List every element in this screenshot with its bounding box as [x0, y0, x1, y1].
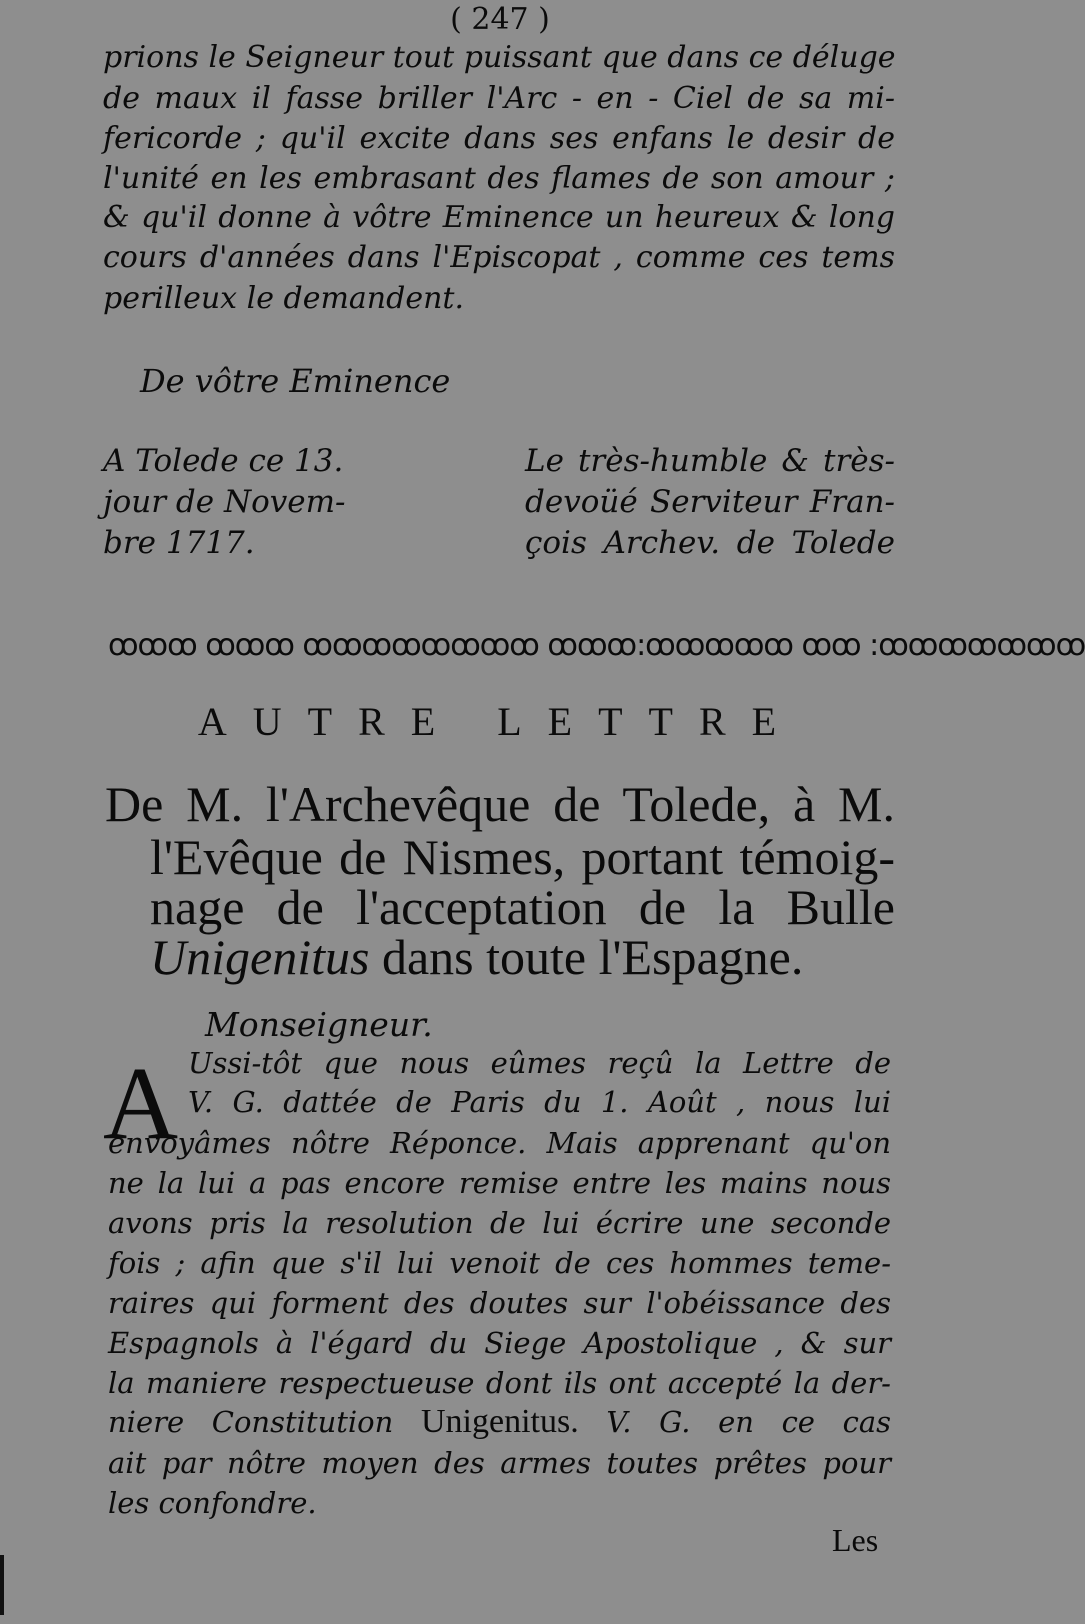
body-line: Ussi-tôt que nous eûmes reçû la Lettre de — [188, 1046, 891, 1080]
title-line: l'Evêque de Nismes, portant témoig- — [150, 829, 895, 885]
body-fragment: niere Constitution — [108, 1405, 394, 1439]
body-line: Espagnols à l'égard du Siege Apostolique , & sur — [108, 1326, 891, 1360]
para1-line: cours d'années dans l'Episcopat , comme ces tems — [103, 240, 895, 275]
body-line-mixed — [108, 1403, 891, 1441]
salutation-opening: Monseigneur. — [205, 1005, 433, 1044]
place-date-line: jour de Novem- — [103, 484, 346, 520]
title-italic-word: Unigenitus — [150, 929, 370, 985]
letter-heading: AUTRE LETTRE — [197, 699, 803, 744]
body-fragment: V. G. en ce cas — [606, 1405, 892, 1439]
body-line: envoyâmes nôtre Réponce. Mais apprenant qu'on — [108, 1126, 891, 1160]
title-line-last — [150, 928, 803, 986]
page-edge-mark — [0, 1555, 4, 1615]
title-line: De M. l'Archevêque de Tolede, à M. — [105, 776, 895, 832]
para1-line: prions le Seigneur tout puissant que dans ce déluge — [103, 40, 896, 75]
body-line: fois ; afin que s'il lui venoit de ces hommes teme- — [108, 1246, 891, 1280]
signature-line: Le très-humble & très- — [525, 443, 895, 479]
place-date-line: bre 1717. — [103, 525, 255, 561]
body-line: V. G. dattée de Paris du 1. Août , nous lui — [188, 1085, 891, 1119]
signature-line: çois Archev. de Tolede — [525, 525, 895, 561]
para1-line: perilleux le demandent. — [103, 281, 464, 316]
title-rest: dans toute l'Espagne. — [369, 929, 804, 985]
body-line: ne la lui a pas encore remise entre les mains nous — [108, 1166, 891, 1200]
signature-line: devoüé Serviteur Fran- — [525, 484, 895, 520]
body-line: raires qui forment des doutes sur l'obéissance des — [108, 1286, 891, 1320]
para1-line: & qu'il donne à vôtre Eminence un heureux & long — [103, 200, 895, 235]
body-line: avons pris la resolution de lui écrire une seconde — [108, 1206, 891, 1240]
title-line: nage de l'acceptation de la Bulle — [150, 879, 895, 935]
place-date-line: A Tolede ce 13. — [103, 443, 344, 479]
ornament-band: ꝏꝏꝏ ꝏꝏꝏ ꝏꝏꝏꝏꝏꝏꝏꝏ ꝏꝏꝏ:ꝏꝏꝏꝏꝏ ꝏꝏ :ꝏꝏꝏꝏꝏꝏꝏ — [108, 628, 1085, 663]
para1-line: fericorde ; qu'il excite dans ses enfans le desir de — [103, 121, 895, 156]
drop-cap: A — [103, 1046, 179, 1161]
para1-line: l'unité en les embrasant des flames de son amour ; — [103, 161, 895, 196]
body-line: les confondre. — [108, 1486, 317, 1520]
body-roman-word: Unigenitus. — [420, 1403, 579, 1440]
para1-line: de maux il fasse briller l'Arc - en - Ciel de sa mi- — [103, 81, 895, 116]
salutation-closing: De vôtre Eminence — [140, 362, 451, 400]
body-line: la maniere respectueuse dont ils ont accepté la der- — [108, 1366, 891, 1400]
body-line: ait par nôtre moyen des armes toutes prêtes pour — [108, 1446, 891, 1480]
page-number: ( 247 ) — [450, 2, 550, 37]
catchword: Les — [832, 1522, 879, 1558]
